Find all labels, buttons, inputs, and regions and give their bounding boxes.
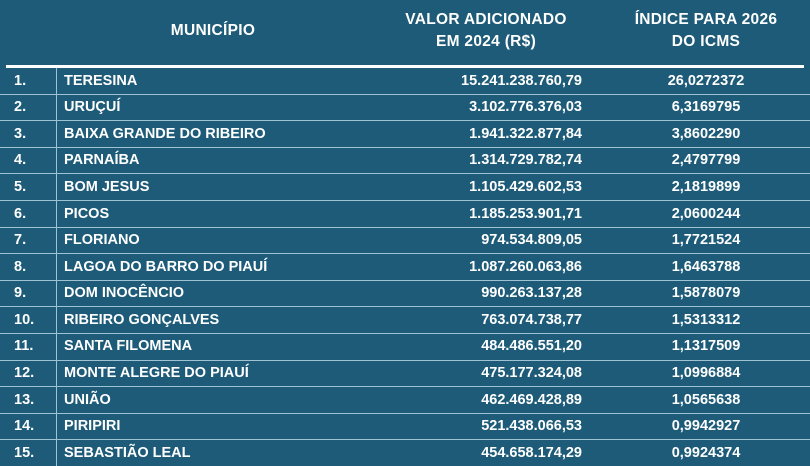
column-header-municipio [56, 0, 370, 64]
cell-valor-adicionado: 454.658.174,29 [481, 444, 582, 461]
cell-rank: 4. [0, 147, 56, 174]
cell-rank: 7. [0, 227, 56, 254]
table-row [0, 94, 810, 121]
cell-valor-adicionado: 521.438.066,53 [370, 413, 602, 440]
cell-municipio: SANTA FILOMENA [56, 333, 370, 360]
column-header-indice-line1: ÍNDICE PARA 2026 [634, 10, 778, 28]
cell-valor-adicionado: 1.105.429.602,53 [370, 174, 602, 201]
cell-valor-adicionado: 763.074.738,77 [370, 307, 602, 334]
column-header-rank [0, 0, 56, 64]
cell-municipio: PICOS [56, 200, 370, 227]
cell-indice: 0,9924374 [671, 444, 741, 461]
column-header-valor-line2: EM 2024 (R$) [435, 33, 537, 50]
column-header-indice-icms [602, 0, 810, 64]
cell-municipio: URUÇUÍ [56, 94, 370, 121]
table-row [0, 68, 810, 94]
cell-indice: 2,0600244 [602, 200, 810, 227]
cell-municipio: PIRIPIRI [56, 413, 370, 440]
cell-municipio: MONTE ALEGRE DO PIAUÍ [56, 360, 370, 387]
cell-valor-adicionado: 1.941.322.877,84 [370, 121, 602, 148]
cell-municipio: PARNAÍBA [56, 147, 370, 174]
cell-indice: 6,3169795 [602, 94, 810, 121]
table-row [0, 307, 810, 334]
cell-rank: 8. [0, 254, 56, 281]
table-body [0, 68, 810, 466]
column-header-valor-line1: VALOR ADICIONADO [405, 10, 567, 28]
table-row [0, 174, 810, 201]
column-header-municipio-label: MUNICÍPIO [170, 21, 256, 39]
cell-indice: 1,0996884 [602, 360, 810, 387]
cell-rank: 6. [0, 200, 56, 227]
cell-rank: 10. [0, 307, 56, 334]
column-header-valor-adicionado [370, 0, 602, 64]
cell-indice: 2,4797799 [602, 147, 810, 174]
cell-valor-adicionado: 1.087.260.063,86 [370, 254, 602, 281]
cell-rank: 12. [0, 360, 56, 387]
column-header-indice-line2: DO ICMS [671, 33, 741, 50]
cell-rank: 11. [0, 333, 56, 360]
cell-valor-adicionado: 3.102.776.376,03 [370, 94, 602, 121]
cell-municipio: SEBASTIÃO LEAL [56, 440, 370, 466]
cell-municipio: BAIXA GRANDE DO RIBEIRO [56, 121, 370, 148]
table-header [0, 0, 810, 68]
cell-municipio: DOM INOCÊNCIO [56, 280, 370, 307]
table-row [0, 440, 810, 466]
cell-valor-adicionado: 15.241.238.760,79 [370, 68, 602, 94]
cell-rank: 14. [0, 413, 56, 440]
cell-valor-adicionado: 462.469.428,89 [370, 387, 602, 414]
cell-indice: 1,1317509 [602, 333, 810, 360]
cell-rank: 15. [14, 444, 35, 461]
cell-municipio: LAGOA DO BARRO DO PIAUÍ [56, 254, 370, 281]
cell-valor-adicionado: 974.534.809,05 [370, 227, 602, 254]
cell-municipio: RIBEIRO GONÇALVES [56, 307, 370, 334]
table-row [0, 280, 810, 307]
cell-valor-adicionado: 990.263.137,28 [370, 280, 602, 307]
table-row [0, 254, 810, 281]
table-row [0, 333, 810, 360]
cell-municipio: TERESINA [56, 68, 370, 94]
cell-rank: 9. [0, 280, 56, 307]
cell-indice: 1,5878079 [602, 280, 810, 307]
cell-indice: 3,8602290 [602, 121, 810, 148]
cell-indice: 1,0565638 [602, 387, 810, 414]
table-row [0, 147, 810, 174]
cell-valor-adicionado: 475.177.324,08 [370, 360, 602, 387]
cell-valor-adicionado: 1.314.729.782,74 [370, 147, 602, 174]
cell-indice: 1,5313312 [602, 307, 810, 334]
cell-indice: 0,9942927 [602, 413, 810, 440]
cell-valor-adicionado: 1.185.253.901,71 [370, 200, 602, 227]
cell-indice: 26,0272372 [602, 68, 810, 94]
table-row [0, 360, 810, 387]
cell-rank: 1. [0, 68, 56, 94]
cell-indice: 1,6463788 [602, 254, 810, 281]
cell-indice: 1,7721524 [602, 227, 810, 254]
cell-rank: 13. [0, 387, 56, 414]
cell-rank: 5. [0, 174, 56, 201]
cell-valor-adicionado: 484.486.551,20 [370, 333, 602, 360]
cell-rank: 3. [0, 121, 56, 148]
table-row [0, 387, 810, 414]
cell-municipio: FLORIANO [56, 227, 370, 254]
table-row [0, 413, 810, 440]
table-row [0, 200, 810, 227]
cell-indice: 2,1819899 [602, 174, 810, 201]
table-row [0, 227, 810, 254]
cell-municipio: BOM JESUS [56, 174, 370, 201]
table-row [0, 121, 810, 148]
cell-municipio: UNIÃO [56, 387, 370, 414]
cell-rank: 2. [0, 94, 56, 121]
